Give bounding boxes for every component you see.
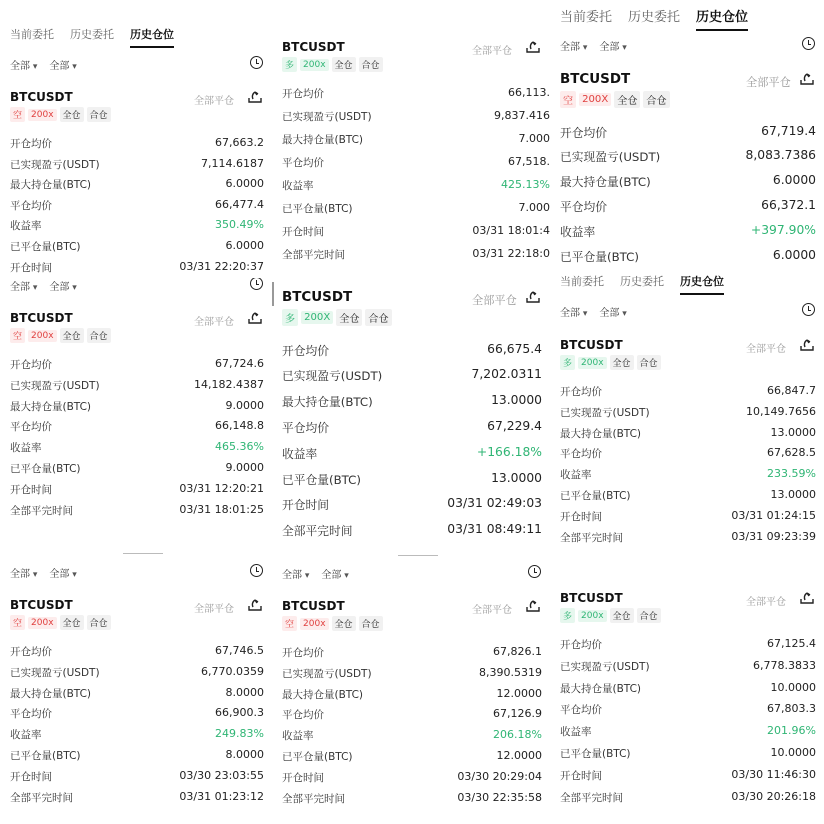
history-panel [272, 550, 550, 824]
margin-mode-badge: 全仓 [336, 309, 362, 326]
history-clock-icon[interactable] [250, 278, 263, 290]
symbol: BTCUSDT [560, 338, 623, 352]
position-mode-badge: 合仓 [87, 328, 111, 343]
value-roi: 206.18% [493, 728, 542, 742]
symbol: BTCUSDT [560, 72, 631, 87]
close-all-button[interactable]: 全部平仓 [194, 317, 234, 328]
label-open-time: 开仓时间 [10, 261, 52, 274]
leverage-badge: 200x [28, 617, 57, 629]
share-icon[interactable] [526, 291, 540, 303]
history-panel [550, 268, 824, 550]
position-badges [10, 107, 111, 122]
value-max-pos: 9.0000 [225, 398, 264, 412]
value-full-close-time: 03/30 22:35:58 [457, 790, 542, 804]
filter-dropdown-2[interactable]: 全部 ▾ [599, 38, 626, 53]
value-roi: +166.18% [476, 444, 542, 459]
value-open-time: 03/31 01:24:15 [731, 508, 816, 522]
label-full-close-time: 全部平完时间 [282, 524, 353, 539]
margin-mode-badge: 全仓 [614, 91, 640, 108]
margin-mode-badge: 全仓 [610, 355, 634, 370]
close-all-button[interactable]: 全部平仓 [194, 96, 234, 107]
label-max-pos: 最大持仓量(BTC) [282, 134, 364, 146]
label-open-avg: 开仓均价 [282, 343, 329, 358]
symbol: BTCUSDT [560, 591, 623, 605]
close-all-button[interactable]: 全部平仓 [746, 344, 786, 355]
label-close-avg: 平仓均价 [282, 709, 324, 722]
value-open-time: 03/30 20:29:04 [457, 769, 542, 783]
label-close-avg: 平仓均价 [10, 708, 52, 721]
label-closed-qty: 已平仓量(BTC) [560, 249, 639, 264]
close-all-button[interactable]: 全部平仓 [472, 294, 517, 307]
value-full-close-time: 03/31 09:23:39 [731, 529, 816, 543]
label-roi: 收益率 [282, 730, 314, 743]
value-closed-qty: 12.0000 [496, 749, 542, 762]
filter-bar [560, 38, 627, 53]
value-roi: 233.59% [767, 467, 816, 481]
value-close-avg: 67,229.4 [487, 418, 542, 433]
leverage-badge: 200X [301, 311, 333, 324]
leverage-badge: 200X [579, 93, 611, 106]
value-roi: +397.90% [750, 222, 816, 237]
filter-bar [560, 304, 627, 319]
position-mode-badge: 合仓 [365, 309, 391, 326]
value-full-close-time: 03/31 18:01:25 [179, 502, 264, 516]
value-closed-qty: 6.0000 [225, 239, 264, 252]
label-roi: 收益率 [282, 446, 318, 461]
label-closed-qty: 已平仓量(BTC) [10, 463, 81, 475]
side-badge: 空 [560, 91, 576, 108]
side-badge: 多 [282, 309, 298, 326]
label-max-pos: 最大持仓量(BTC) [282, 395, 373, 410]
margin-mode-badge: 全仓 [60, 107, 84, 122]
tab-order-history[interactable]: 历史委托 [70, 28, 114, 41]
label-max-pos: 最大持仓量(BTC) [10, 179, 92, 192]
value-close-avg: 67,518. [508, 155, 550, 168]
label-close-avg: 平仓均价 [560, 704, 602, 717]
position-badges [560, 355, 661, 370]
history-panel [550, 0, 824, 268]
label-open-avg: 开仓均价 [10, 138, 52, 150]
close-all-button[interactable]: 全部平仓 [194, 604, 234, 615]
label-open-time: 开仓时间 [10, 483, 52, 496]
history-clock-icon[interactable] [802, 303, 815, 316]
label-realized-pnl: 已实现盈亏(USDT) [560, 406, 650, 419]
label-open-time: 开仓时间 [10, 770, 52, 783]
history-panel [272, 0, 550, 278]
label-closed-qty: 已平仓量(BTC) [560, 490, 631, 502]
share-icon[interactable] [248, 312, 262, 324]
filter-dropdown-2[interactable]: 全部 ▾ [49, 278, 76, 293]
value-realized-pnl: 6,770.0359 [201, 664, 264, 678]
label-full-close-time: 全部平完时间 [10, 504, 73, 517]
value-open-avg: 67,663.2 [215, 136, 264, 149]
value-max-pos: 13.0000 [491, 393, 542, 408]
value-realized-pnl: 8,390.5319 [479, 665, 542, 679]
label-open-time: 开仓时间 [282, 226, 324, 238]
history-panel [550, 550, 824, 824]
label-roi: 收益率 [10, 220, 42, 233]
leverage-badge: 200x [578, 357, 607, 369]
value-open-time: 03/31 22:20:37 [179, 259, 264, 273]
value-closed-qty: 10.0000 [770, 746, 816, 759]
tab-position-history[interactable]: 历史仓位 [680, 273, 724, 295]
value-open-avg: 66,113. [508, 86, 550, 99]
filter-bar [10, 565, 77, 580]
scroll-indicator [398, 555, 438, 556]
tab-bar [560, 6, 748, 31]
position-badges [282, 57, 383, 72]
value-realized-pnl: 6,778.3833 [753, 658, 816, 672]
label-roi: 收益率 [10, 442, 42, 455]
value-full-close-time: 03/31 01:23:12 [179, 789, 264, 803]
value-realized-pnl: 7,202.0311 [471, 367, 542, 382]
filter-dropdown-2[interactable]: 全部 ▾ [599, 304, 626, 319]
value-open-avg: 67,724.6 [215, 357, 264, 370]
leverage-badge: 200x [578, 610, 607, 622]
leverage-badge: 200x [28, 109, 57, 121]
label-close-avg: 平仓均价 [10, 421, 52, 434]
tab-bar [10, 26, 174, 48]
margin-mode-badge: 全仓 [332, 57, 356, 72]
value-open-time: 03/30 11:46:30 [731, 767, 816, 781]
value-full-close-time: 03/31 08:49:11 [447, 522, 542, 537]
value-open-avg: 67,746.5 [215, 644, 264, 657]
label-open-avg: 开仓均价 [282, 88, 324, 100]
filter-dropdown-2[interactable]: 全部 ▾ [321, 566, 348, 581]
value-open-time: 03/31 12:20:21 [179, 481, 264, 495]
share-icon[interactable] [526, 600, 540, 612]
side-badge: 空 [282, 616, 297, 631]
tab-position-history[interactable]: 历史仓位 [130, 26, 174, 48]
value-open-time: 03/31 18:01:4 [472, 224, 550, 237]
symbol: BTCUSDT [10, 598, 73, 612]
filter-bar [10, 57, 77, 72]
value-close-avg: 67,628.5 [767, 446, 816, 460]
label-realized-pnl: 已实现盈亏(USDT) [10, 666, 100, 679]
leverage-badge: 200x [28, 330, 57, 342]
label-open-avg: 开仓均价 [560, 125, 607, 140]
tab-position-history[interactable]: 历史仓位 [696, 6, 748, 31]
share-icon[interactable] [248, 599, 262, 611]
value-realized-pnl: 10,149.7656 [746, 404, 816, 418]
label-realized-pnl: 已实现盈亏(USDT) [10, 379, 100, 392]
symbol: BTCUSDT [282, 599, 345, 613]
value-closed-qty: 13.0000 [491, 470, 542, 485]
value-open-avg: 66,847.7 [767, 384, 816, 397]
margin-mode-badge: 全仓 [60, 615, 84, 630]
label-full-close-time: 全部平完时间 [560, 791, 623, 804]
value-closed-qty: 9.0000 [225, 461, 264, 474]
label-open-avg: 开仓均价 [10, 359, 52, 371]
value-max-pos: 10.0000 [770, 680, 816, 694]
value-close-avg: 66,372.1 [761, 197, 816, 212]
label-max-pos: 最大持仓量(BTC) [10, 400, 92, 413]
label-realized-pnl: 已实现盈亏(USDT) [282, 111, 372, 123]
value-close-avg: 67,803.3 [767, 702, 816, 716]
filter-dropdown-2[interactable]: 全部 ▾ [49, 57, 76, 72]
side-badge: 多 [560, 608, 575, 623]
label-open-avg: 开仓均价 [560, 386, 602, 398]
leverage-badge: 200x [300, 59, 329, 71]
position-badges [560, 608, 661, 623]
value-realized-pnl: 14,182.4387 [194, 377, 264, 391]
value-roi: 249.83% [215, 727, 264, 741]
value-full-close-time: 03/31 22:18:0 [472, 247, 550, 260]
position-mode-badge: 合仓 [643, 91, 669, 108]
filter-dropdown-1[interactable]: 全部 ▾ [560, 304, 587, 319]
value-max-pos: 8.0000 [225, 685, 264, 699]
close-all-button[interactable]: 全部平仓 [746, 76, 791, 89]
position-mode-badge: 合仓 [637, 608, 661, 623]
label-open-time: 开仓时间 [282, 771, 324, 784]
history-panel [0, 0, 272, 278]
label-realized-pnl: 已实现盈亏(USDT) [560, 150, 661, 165]
history-clock-icon[interactable] [802, 37, 815, 50]
position-badges [10, 615, 111, 630]
label-close-avg: 平仓均价 [282, 157, 324, 169]
label-open-avg: 开仓均价 [560, 639, 602, 651]
side-badge: 空 [10, 107, 25, 122]
tab-order-history[interactable]: 历史委托 [620, 275, 664, 288]
filter-bar [282, 566, 349, 581]
share-icon[interactable] [248, 91, 262, 103]
value-max-pos: 6.0000 [225, 177, 264, 191]
symbol: BTCUSDT [10, 311, 73, 325]
share-icon[interactable] [800, 339, 814, 351]
tab-current-orders[interactable]: 当前委托 [560, 275, 604, 288]
value-closed-qty: 8.0000 [225, 748, 264, 761]
history-panel [0, 550, 272, 824]
position-mode-badge: 合仓 [87, 615, 111, 630]
symbol: BTCUSDT [10, 90, 73, 104]
label-closed-qty: 已平仓量(BTC) [282, 203, 353, 215]
label-realized-pnl: 已实现盈亏(USDT) [282, 369, 383, 384]
filter-dropdown-1[interactable]: 全部 ▾ [10, 57, 37, 72]
label-closed-qty: 已平仓量(BTC) [560, 748, 631, 760]
close-all-button[interactable]: 全部平仓 [472, 46, 512, 57]
side-badge: 多 [560, 355, 575, 370]
position-badges [282, 309, 392, 326]
position-mode-badge: 合仓 [637, 355, 661, 370]
side-badge: 空 [10, 615, 25, 630]
value-open-time: 03/31 02:49:03 [447, 496, 542, 511]
position-badges [282, 616, 383, 631]
leverage-badge: 200x [300, 618, 329, 630]
label-full-close-time: 全部平完时间 [282, 792, 345, 805]
label-max-pos: 最大持仓量(BTC) [560, 427, 642, 440]
label-max-pos: 最大持仓量(BTC) [560, 682, 642, 695]
value-open-avg: 66,675.4 [487, 341, 542, 356]
label-roi: 收益率 [10, 729, 42, 742]
symbol: BTCUSDT [282, 290, 353, 305]
label-full-close-time: 全部平完时间 [560, 531, 623, 544]
label-closed-qty: 已平仓量(BTC) [10, 241, 81, 253]
value-open-time: 03/30 23:03:55 [179, 768, 264, 782]
margin-mode-badge: 全仓 [60, 328, 84, 343]
label-open-avg: 开仓均价 [282, 647, 324, 659]
tab-current-orders[interactable]: 当前委托 [10, 28, 54, 41]
label-roi: 收益率 [560, 224, 596, 239]
value-closed-qty: 13.0000 [770, 488, 816, 501]
label-full-close-time: 全部平完时间 [10, 791, 73, 804]
value-realized-pnl: 9,837.416 [494, 109, 550, 122]
value-roi: 201.96% [767, 724, 816, 738]
margin-mode-badge: 全仓 [610, 608, 634, 623]
label-full-close-time: 全部平完时间 [282, 249, 345, 261]
value-open-avg: 67,719.4 [761, 123, 816, 138]
label-roi: 收益率 [560, 469, 592, 482]
position-mode-badge: 合仓 [359, 616, 383, 631]
history-clock-icon[interactable] [528, 565, 541, 578]
value-realized-pnl: 7,114.6187 [201, 156, 264, 170]
label-close-avg: 平仓均价 [560, 448, 602, 461]
share-icon[interactable] [800, 592, 814, 604]
filter-bar [10, 278, 77, 293]
value-max-pos: 13.0000 [770, 425, 816, 439]
margin-mode-badge: 全仓 [332, 616, 356, 631]
filter-dropdown-1[interactable]: 全部 ▾ [560, 38, 587, 53]
filter-dropdown-1[interactable]: 全部 ▾ [282, 566, 309, 581]
label-roi: 收益率 [282, 180, 314, 192]
tab-bar [560, 273, 724, 295]
label-close-avg: 平仓均价 [560, 199, 607, 214]
filter-dropdown-1[interactable]: 全部 ▾ [10, 278, 37, 293]
filter-dropdown-2[interactable]: 全部 ▾ [49, 565, 76, 580]
label-realized-pnl: 已实现盈亏(USDT) [560, 660, 650, 673]
side-badge: 空 [10, 328, 25, 343]
value-roi: 465.36% [215, 440, 264, 454]
label-roi: 收益率 [560, 726, 592, 739]
value-closed-qty: 6.0000 [772, 247, 816, 262]
label-close-avg: 平仓均价 [282, 420, 329, 435]
panel-divider [272, 282, 274, 306]
label-max-pos: 最大持仓量(BTC) [282, 688, 364, 701]
label-close-avg: 平仓均价 [10, 199, 52, 212]
label-open-time: 开仓时间 [282, 498, 329, 513]
tab-current-orders[interactable]: 当前委托 [560, 10, 613, 25]
history-clock-icon[interactable] [250, 56, 263, 69]
value-roi: 425.13% [501, 178, 550, 191]
label-realized-pnl: 已实现盈亏(USDT) [10, 158, 100, 171]
value-open-avg: 67,826.1 [493, 645, 542, 658]
label-max-pos: 最大持仓量(BTC) [560, 175, 651, 190]
position-mode-badge: 合仓 [359, 57, 383, 72]
label-realized-pnl: 已实现盈亏(USDT) [282, 667, 372, 680]
position-mode-badge: 合仓 [87, 107, 111, 122]
value-max-pos: 7.000 [518, 132, 550, 145]
share-icon[interactable] [526, 41, 540, 53]
label-closed-qty: 已平仓量(BTC) [10, 750, 81, 762]
value-closed-qty: 7.000 [518, 201, 550, 214]
value-max-pos: 6.0000 [772, 173, 816, 188]
label-open-avg: 开仓均价 [10, 646, 52, 658]
label-open-time: 开仓时间 [560, 510, 602, 523]
side-badge: 多 [282, 57, 297, 72]
history-panel [0, 278, 272, 550]
share-icon[interactable] [800, 73, 814, 85]
position-badges [560, 91, 670, 108]
value-close-avg: 66,900.3 [215, 706, 264, 720]
label-closed-qty: 已平仓量(BTC) [282, 472, 361, 487]
position-badges [10, 328, 111, 343]
label-closed-qty: 已平仓量(BTC) [282, 751, 353, 763]
symbol: BTCUSDT [282, 40, 345, 54]
value-close-avg: 66,477.4 [215, 197, 264, 211]
close-all-button[interactable]: 全部平仓 [472, 605, 512, 616]
value-close-avg: 66,148.8 [215, 419, 264, 433]
close-all-button[interactable]: 全部平仓 [746, 597, 786, 608]
value-realized-pnl: 8,083.7386 [745, 148, 816, 163]
scroll-indicator [123, 553, 163, 554]
value-full-close-time: 03/30 20:26:18 [731, 789, 816, 803]
value-open-avg: 67,125.4 [767, 637, 816, 650]
history-panel [272, 278, 550, 550]
label-open-time: 开仓时间 [560, 769, 602, 782]
label-max-pos: 最大持仓量(BTC) [10, 687, 92, 700]
history-clock-icon[interactable] [250, 564, 263, 577]
value-roi: 350.49% [215, 218, 264, 232]
value-max-pos: 12.0000 [496, 686, 542, 700]
filter-dropdown-1[interactable]: 全部 ▾ [10, 565, 37, 580]
value-close-avg: 67,126.9 [493, 707, 542, 721]
tab-order-history[interactable]: 历史委托 [628, 10, 681, 25]
